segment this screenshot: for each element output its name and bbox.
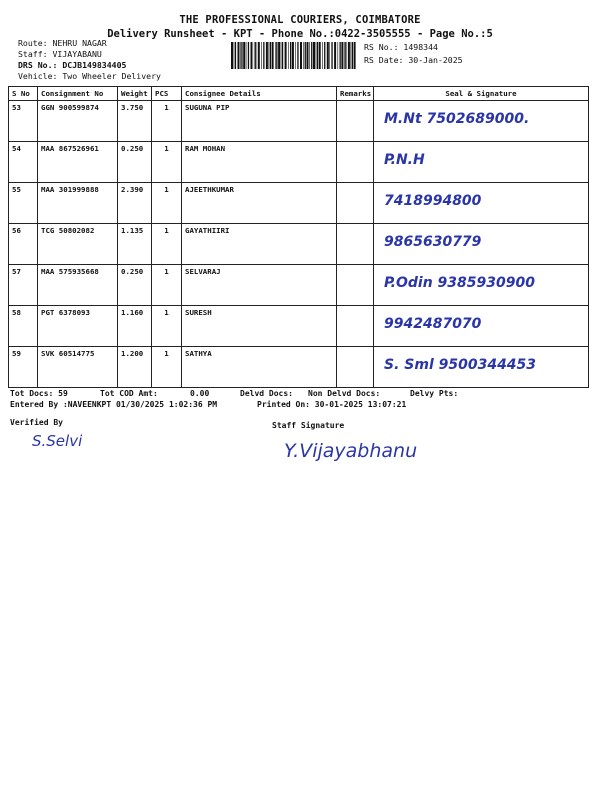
cell-consignment: SVK 60514775 — [38, 347, 118, 388]
drs-label: DRS No.: DCJB149834405 — [18, 60, 127, 70]
cell-consignment: PGT 6378093 — [38, 306, 118, 347]
cell-weight: 1.160 — [118, 306, 152, 347]
cell-pcs: 1 — [152, 101, 182, 142]
delivery-points: Delvy Pts: — [410, 389, 459, 398]
cell-weight: 1.135 — [118, 224, 152, 265]
cell-consignee: SURESH — [182, 306, 337, 347]
handwritten-signature: M.Nt 7502689000. — [384, 111, 530, 127]
handwritten-signature: 9942487070 — [384, 316, 482, 332]
cell-remarks — [337, 142, 374, 183]
table-row — [9, 265, 589, 306]
cell-weight: 2.390 — [118, 183, 152, 224]
col-weight: Weight — [118, 87, 152, 101]
cell-pcs: 1 — [152, 306, 182, 347]
cell-pcs: 1 — [152, 265, 182, 306]
handwritten-signature: P.N.H — [384, 152, 425, 168]
cell-consignment: GGN 900599874 — [38, 101, 118, 142]
cell-signature — [374, 265, 589, 306]
table-row — [9, 306, 589, 347]
cell-sno: 58 — [9, 306, 38, 347]
cell-weight: 1.200 — [118, 347, 152, 388]
cell-weight: 0.250 — [118, 265, 152, 306]
total-cod-label: Tot COD Amt: — [100, 389, 158, 398]
cell-sno: 56 — [9, 224, 38, 265]
cell-consignee: AJEETHKUMAR — [182, 183, 337, 224]
cell-pcs: 1 — [152, 142, 182, 183]
cell-consignee: SUGUNA PIP — [182, 101, 337, 142]
cell-remarks — [337, 183, 374, 224]
cell-consignment: TCG 50802082 — [38, 224, 118, 265]
col-consignee: Consignee Details — [182, 87, 337, 101]
cell-consignment: MAA 867526961 — [38, 142, 118, 183]
staff-signature-label: Staff Signature — [272, 421, 345, 430]
handwritten-signature: S. Sml 9500344453 — [384, 357, 537, 373]
cell-signature — [374, 101, 589, 142]
barcode-image — [231, 42, 356, 69]
cell-pcs: 1 — [152, 224, 182, 265]
entered-by: Entered By :NAVEENKPT 01/30/2025 1:02:36 PM — [10, 400, 218, 409]
handwritten-signature: 7418994800 — [384, 193, 482, 209]
cell-sno: 59 — [9, 347, 38, 388]
staff-label: Staff: VIJAYABANU — [18, 49, 102, 59]
cell-consignee: GAYATHIIRI — [182, 224, 337, 265]
cell-signature — [374, 306, 589, 347]
cell-weight: 0.250 — [118, 142, 152, 183]
handwritten-signature: 9865630779 — [384, 234, 482, 250]
company-title: THE PROFESSIONAL COURIERS, COIMBATORE — [179, 14, 421, 26]
cell-sno: 54 — [9, 142, 38, 183]
col-sno: S No — [9, 87, 38, 101]
cell-consignee: RAM MOHAN — [182, 142, 337, 183]
cell-sno: 53 — [9, 101, 38, 142]
cell-signature — [374, 347, 589, 388]
table-row — [9, 101, 589, 142]
cell-sno: 57 — [9, 265, 38, 306]
col-consignment: Consignment No — [38, 87, 118, 101]
rs-number: RS No.: 1498344 — [364, 42, 438, 52]
cell-signature — [374, 183, 589, 224]
table-row — [9, 224, 589, 265]
staff-signature: Y.Vijayabhanu — [284, 440, 418, 462]
non-delivered-docs: Non Delvd Docs: — [308, 389, 381, 398]
cell-remarks — [337, 306, 374, 347]
table-header-row — [9, 87, 589, 101]
cell-consignment: MAA 575935668 — [38, 265, 118, 306]
cell-pcs: 1 — [152, 183, 182, 224]
col-remarks: Remarks — [337, 87, 374, 101]
cell-remarks — [337, 224, 374, 265]
runsheet-subtitle: Delivery Runsheet - KPT - Phone No.:0422-3505555 - Page No.:5 — [107, 28, 493, 40]
total-docs: Tot Docs: 59 — [10, 389, 68, 398]
cell-remarks — [337, 265, 374, 306]
route-label: Route: NEHRU NAGAR — [18, 38, 107, 48]
rs-date: RS Date: 30-Jan-2025 — [364, 55, 463, 65]
table-row — [9, 347, 589, 388]
delivered-docs: Delvd Docs: — [240, 389, 293, 398]
cell-sno: 55 — [9, 183, 38, 224]
handwritten-signature: P.Odin 9385930900 — [384, 275, 535, 291]
total-cod-value: 0.00 — [190, 389, 210, 398]
cell-signature — [374, 224, 589, 265]
printed-on: Printed On: 30-01-2025 13:07:21 — [257, 400, 407, 409]
cell-weight: 3.750 — [118, 101, 152, 142]
cell-remarks — [337, 101, 374, 142]
col-signature: Seal & Signature — [374, 87, 589, 101]
runsheet-table — [8, 86, 589, 388]
cell-pcs: 1 — [152, 347, 182, 388]
verified-by-label: Verified By — [10, 418, 63, 427]
table-row — [9, 142, 589, 183]
cell-consignee: SELVARAJ — [182, 265, 337, 306]
verified-signature: S.Selvi — [32, 432, 83, 450]
vehicle-label: Vehicle: Two Wheeler Delivery — [18, 71, 161, 81]
cell-signature — [374, 142, 589, 183]
cell-remarks — [337, 347, 374, 388]
col-pcs: PCS — [152, 87, 182, 101]
cell-consignment: MAA 301999888 — [38, 183, 118, 224]
table-row — [9, 183, 589, 224]
cell-consignee: SATHYA — [182, 347, 337, 388]
